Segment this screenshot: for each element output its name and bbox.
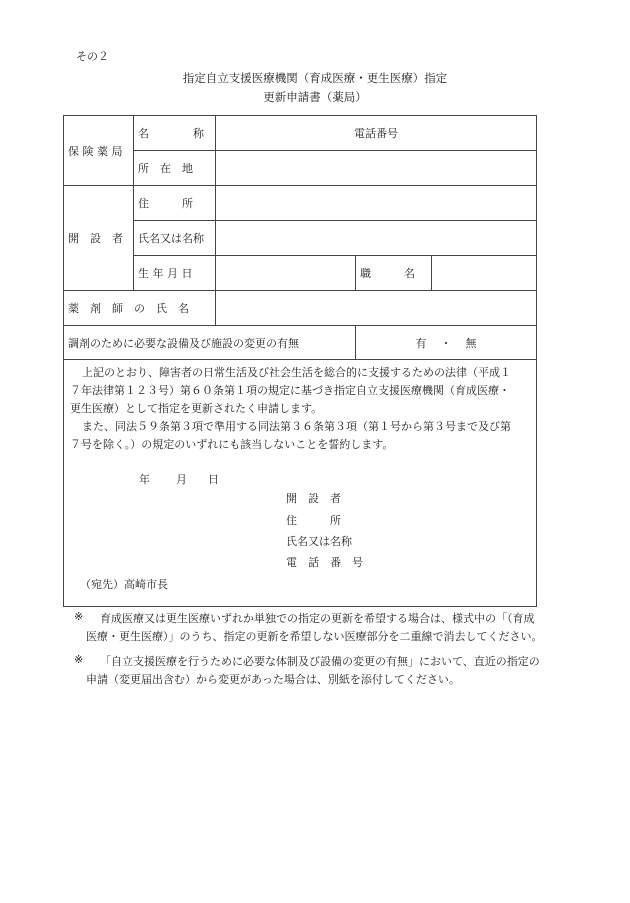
phone-label: 電話番号 (354, 127, 398, 140)
declaration-line-1: 上記のとおり、障害者の日常生活及び社会生活を総合的に支援するための法律（平成１ (82, 366, 511, 379)
date-year: 年 (139, 473, 150, 486)
pharmacy-name-field[interactable] (216, 116, 537, 151)
name-label: 名 称 (134, 116, 216, 151)
note-1-mark: ※ (74, 610, 84, 623)
position-label: 職 名 (356, 256, 432, 291)
facility-change-label: 調剤のために必要な設備及び施設の変更の有無 (64, 326, 356, 360)
declaration-cell (64, 360, 537, 607)
declaration-line-3: 更生医療）として指定を更新されたく申請します。 (70, 402, 323, 415)
document-title: 指定自立支援医療機関（育成医療・更生医療）指定 (182, 71, 448, 85)
facility-change-choice[interactable] (356, 326, 537, 360)
form-number: その２ (76, 50, 109, 63)
declaration-line-2: ７年法律第１２３号）第６０条第１項の規定に基づき指定自立支援医療機関（育成医療・ (70, 384, 510, 397)
note-2-line-1: 「自立支援医療を行うために必要な体制及び設備の変更の有無」において、直近の指定の (100, 655, 540, 668)
note-2-mark: ※ (74, 653, 84, 666)
fullname-field[interactable] (216, 221, 537, 256)
founder-label-cell (64, 186, 134, 291)
fullname-label: 氏名又は名称 (134, 221, 216, 256)
note-1-line-1: 育成医療又は更生医療いずれか単独での指定の更新を希望する場合は、様式中の「（育成 (100, 612, 535, 625)
declaration-line-4: また、同法５９条第３項で準用する同法第３６条第３項（第１号から第３号まで及び第 (82, 420, 511, 433)
declaration-line-5: ７号を除く。）の規定のいずれにも該当しないことを誓約します。 (70, 438, 394, 451)
signature-phone-label: 電 話 番 号 (286, 556, 363, 569)
yes-option[interactable]: 有 (415, 336, 427, 350)
signature-founder-label: 開 設 者 (286, 492, 341, 505)
pharmacy-label-cell (64, 116, 134, 186)
addressee: （宛先）高崎市長 (80, 578, 168, 591)
pharmacist-label: 薬 剤 師 の 氏 名 (64, 291, 216, 326)
birthdate-label: 生 年 月 日 (134, 256, 216, 291)
pharmacist-field[interactable] (216, 291, 537, 326)
date-month: 月 (176, 473, 187, 486)
address-field[interactable] (216, 186, 537, 221)
position-field[interactable] (432, 256, 537, 291)
application-form-table (63, 115, 537, 607)
separator-dot: ・ (440, 336, 452, 350)
date-day: 日 (208, 473, 219, 486)
pharmacy-label: 保 険 薬 局 (68, 144, 123, 158)
location-label: 所 在 地 (134, 151, 216, 186)
address-label: 住 所 (134, 186, 216, 221)
signature-name-label: 氏名又は名称 (286, 535, 352, 548)
document-subtitle: 更新申請書（薬局） (263, 90, 367, 104)
signature-address-label: 住 所 (286, 514, 341, 527)
location-field[interactable] (216, 151, 537, 186)
no-option[interactable]: 無 (465, 336, 477, 350)
birthdate-field[interactable] (216, 256, 356, 291)
note-2-line-2: 申請（変更届出含む）から変更があった場合は、別紙を添付してください。 (86, 673, 460, 686)
note-1-line-2: 医療・更生医療）」のうち、指定の更新を希望しない医療部分を二重線で消去してください。 (86, 630, 543, 643)
founder-label: 開 設 者 (68, 232, 123, 245)
